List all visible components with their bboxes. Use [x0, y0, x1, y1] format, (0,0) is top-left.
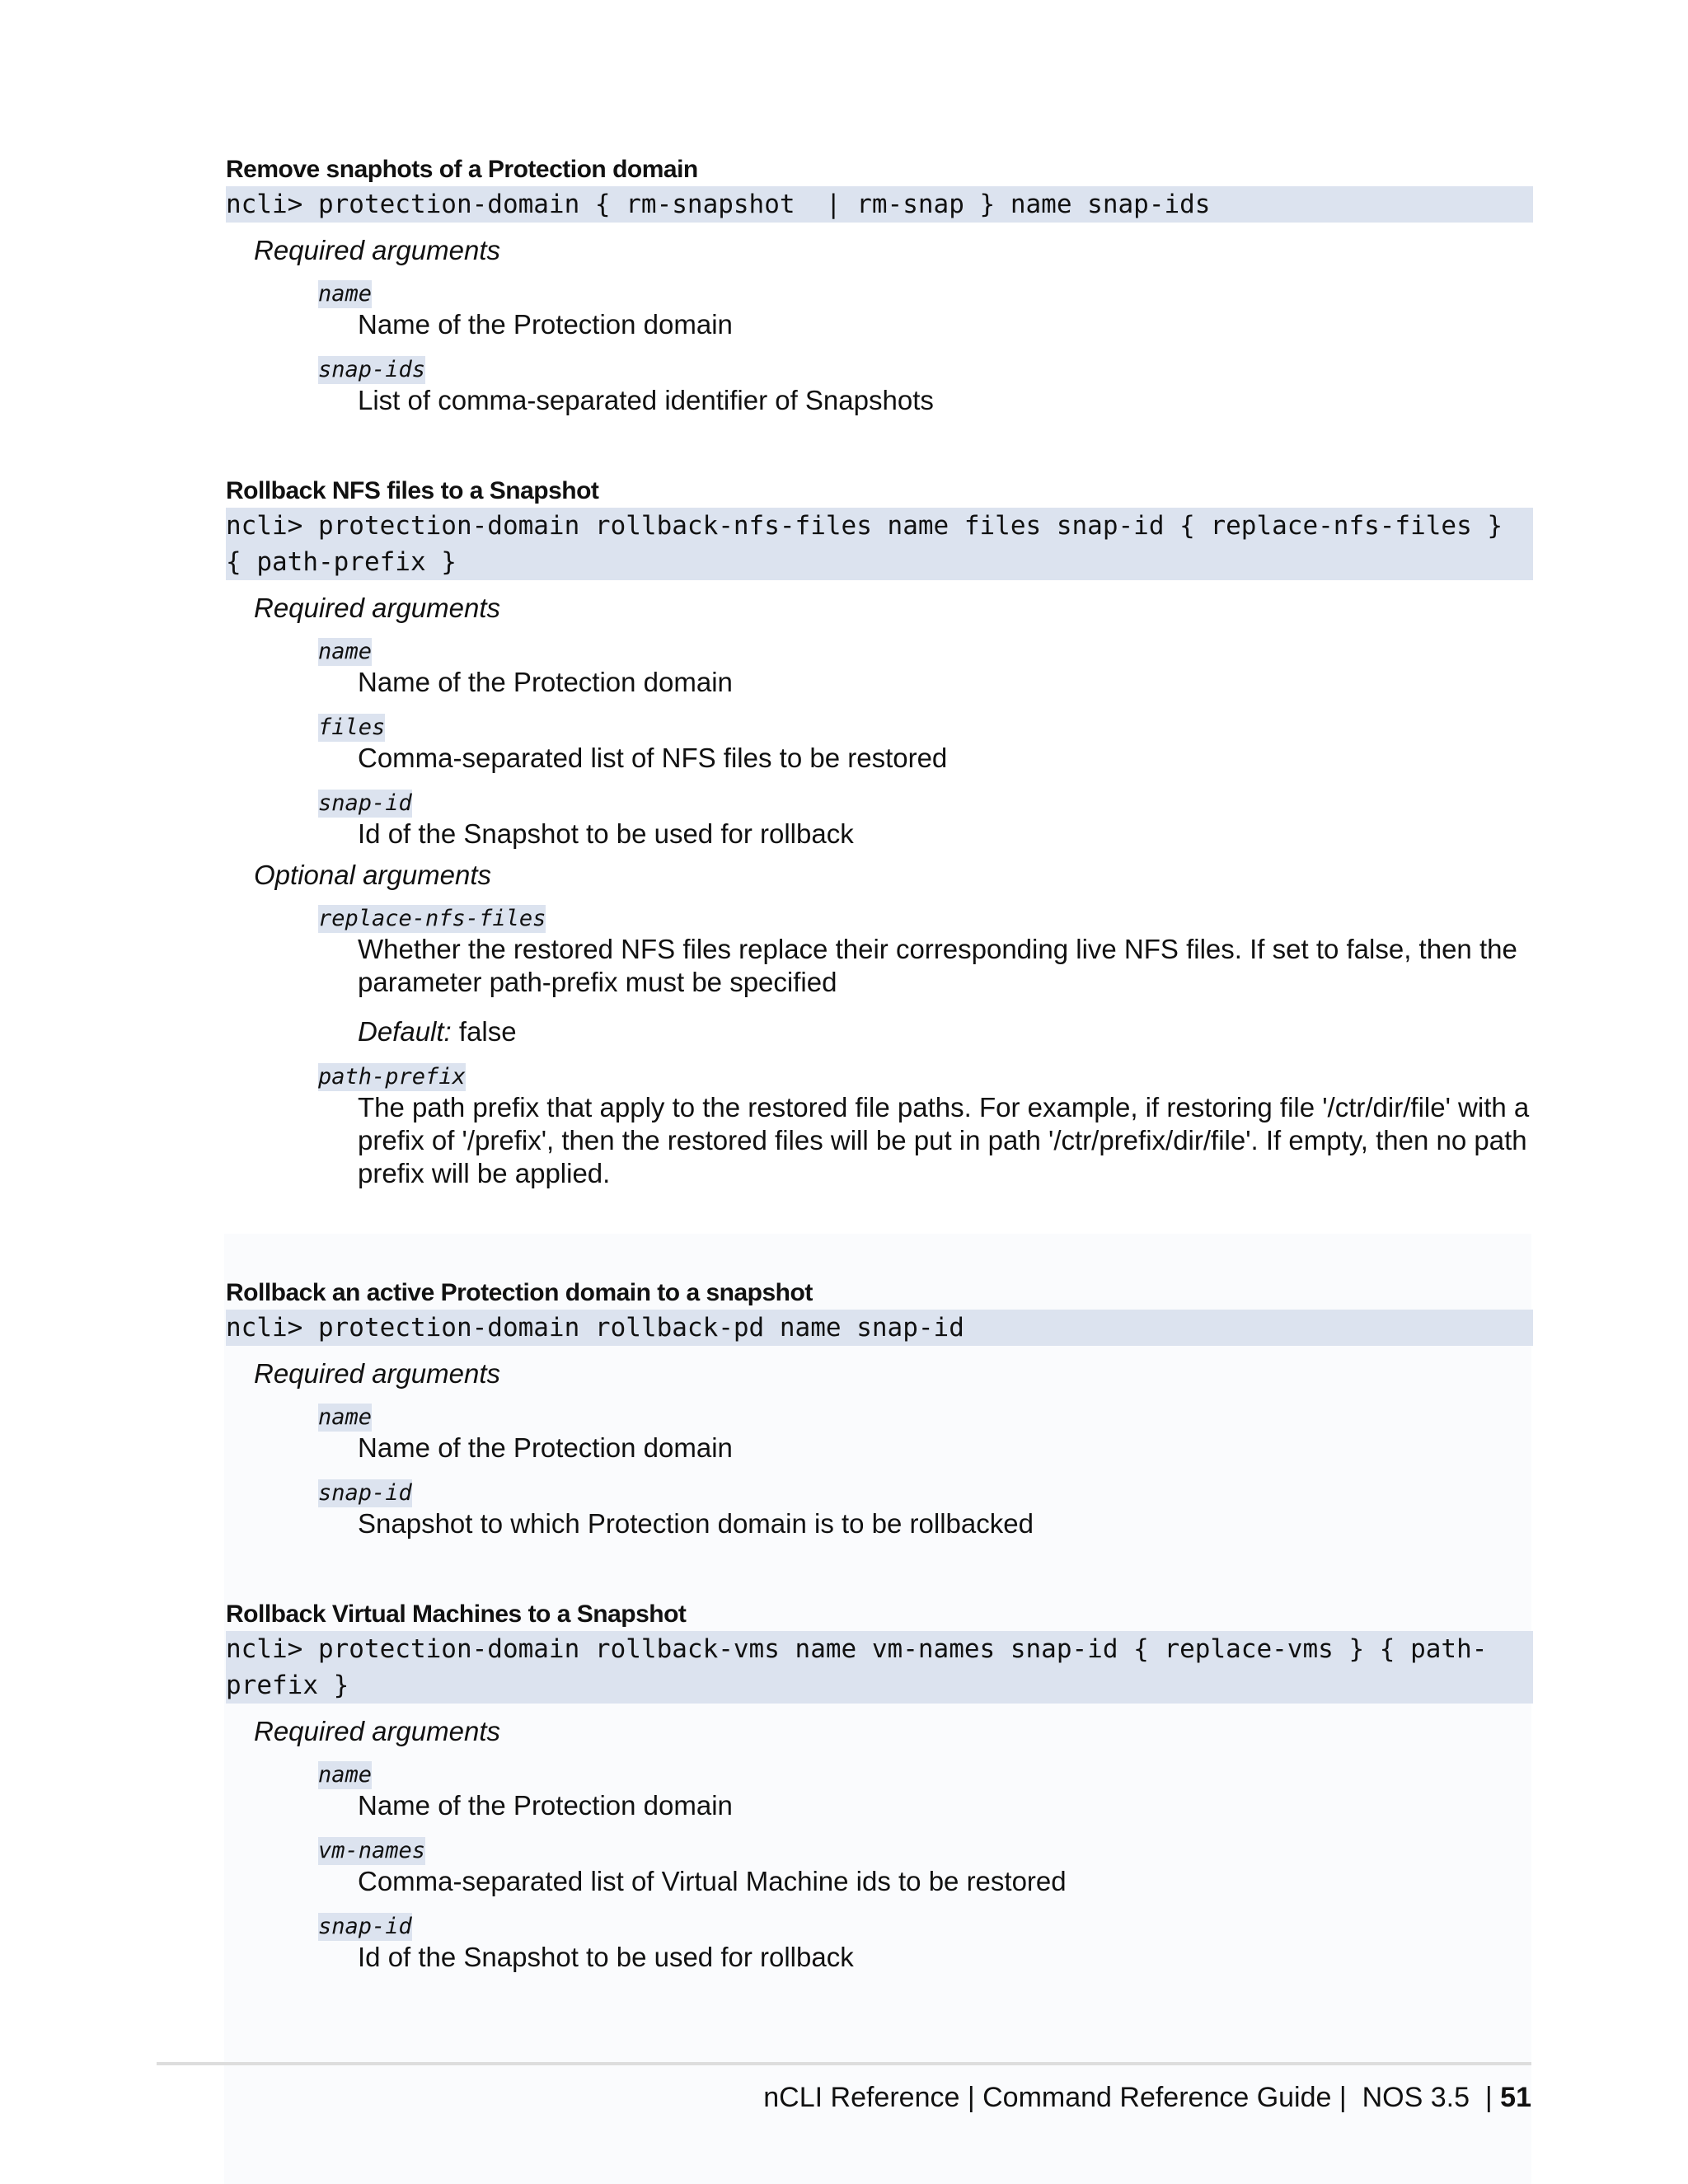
argument-description: Id of the Snapshot to be used for rollback [358, 1942, 854, 1972]
argument-name: path-prefix [318, 1064, 466, 1090]
argument [318, 356, 1533, 417]
footer-divider [157, 2062, 1531, 2065]
page-number: 51 [1500, 2082, 1531, 2113]
argument-description: Id of the Snapshot to be used for rollback [358, 818, 854, 849]
argument-description: List of comma-separated identifier of Snapshots [358, 385, 934, 415]
required-arguments-label: Required arguments [254, 235, 500, 265]
argument-name: name [318, 281, 373, 307]
command-syntax: ncli> protection-domain rollback-nfs-files name files snap-id { replace-nfs-files } { path-prefix } [226, 508, 1533, 580]
argument-name: snap-ids [318, 357, 426, 382]
argument-description: Name of the Protection domain [358, 1790, 733, 1821]
argument [318, 1761, 1533, 1822]
section-rollback-vms [226, 1598, 1533, 1974]
argument-name: snap-id [318, 1914, 412, 1939]
argument [318, 1404, 1533, 1465]
argument [318, 638, 1533, 699]
required-arguments-list [318, 280, 1533, 417]
argument [318, 714, 1533, 775]
optional-arguments-list [318, 905, 1533, 1190]
section-rollback-pd [226, 1277, 1533, 1540]
argument-description: Snapshot to which Protection domain is to be rollbacked [358, 1508, 1034, 1539]
argument [318, 1837, 1533, 1898]
argument-description: Name of the Protection domain [358, 667, 733, 697]
command-syntax: ncli> protection-domain rollback-pd name snap-id [226, 1310, 1533, 1346]
default-label: Default: [358, 1016, 452, 1047]
command-syntax: ncli> protection-domain rollback-vms name vm-names snap-id { replace-vms } { path-prefix } [226, 1631, 1533, 1704]
section-remove-snapshots [226, 153, 1533, 417]
required-arguments-list [318, 638, 1533, 851]
required-arguments-list [318, 1404, 1533, 1540]
argument [318, 1913, 1533, 1974]
argument [318, 1479, 1533, 1540]
argument [318, 1063, 1533, 1190]
argument-description: Name of the Protection domain [358, 309, 733, 340]
required-arguments-label: Required arguments [254, 593, 500, 623]
argument-name: vm-names [318, 1838, 426, 1863]
argument-description: Whether the restored NFS files replace their corresponding live NFS files. If set to false, then the parameter path-prefix must be specified [358, 934, 1517, 997]
argument-name: snap-id [318, 1480, 412, 1506]
required-arguments-label: Required arguments [254, 1716, 500, 1746]
argument-description: Comma-separated list of Virtual Machine ids to be restored [358, 1866, 1067, 1896]
page-footer [763, 2080, 1531, 2115]
optional-arguments-label: Optional arguments [254, 860, 491, 890]
argument-name: snap-id [318, 790, 412, 816]
required-arguments-list [318, 1761, 1533, 1974]
required-arguments-label: Required arguments [254, 1358, 500, 1389]
argument-name: replace-nfs-files [318, 906, 546, 931]
section-title: Remove snaphots of a Protection domain [226, 156, 698, 183]
argument [318, 790, 1533, 851]
argument-name: files [318, 715, 386, 740]
argument [318, 905, 1533, 1048]
argument-description: Comma-separated list of NFS files to be restored [358, 743, 948, 773]
argument-description: Name of the Protection domain [358, 1432, 733, 1463]
argument [318, 280, 1533, 341]
argument-description: The path prefix that apply to the restored file paths. For example, if restoring file '/ctr/dir/file' with a prefix of '/prefix', then the restored files will be put in path '/ctr/prefix/dir/file'. If empty, then no path prefix will be applied. [358, 1092, 1530, 1188]
section-title: Rollback an active Protection domain to a snapshot [226, 1279, 813, 1306]
footer-text: nCLI Reference | Command Reference Guide | NOS 3.5 | [763, 2082, 1501, 2113]
default-value: false [458, 1016, 517, 1047]
section-title: Rollback NFS files to a Snapshot [226, 477, 599, 504]
argument-default [358, 1015, 1533, 1048]
argument-name: name [318, 1762, 373, 1788]
section-rollback-nfs-files [226, 475, 1533, 1190]
command-syntax: ncli> protection-domain { rm-snapshot | rm-snap } name snap-ids [226, 186, 1533, 223]
argument-name: name [318, 1404, 373, 1430]
section-title: Rollback Virtual Machines to a Snapshot [226, 1601, 687, 1628]
argument-name: name [318, 639, 373, 664]
